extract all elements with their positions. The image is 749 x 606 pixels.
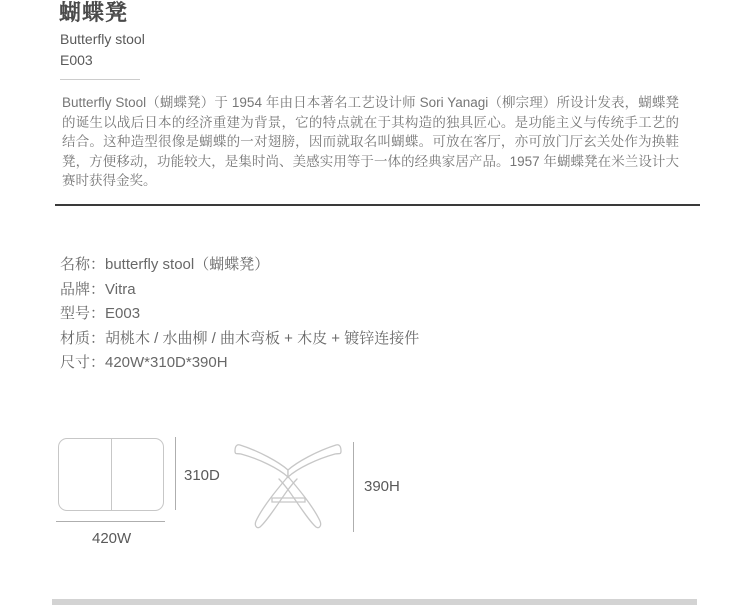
- height-dimension-line: [353, 442, 354, 532]
- spec-list: [60, 253, 419, 376]
- spec-row-name: 名称：butterfly stool（蝴蝶凳）: [60, 256, 270, 273]
- height-dimension-label: 390H: [364, 478, 400, 495]
- depth-dimension-line: [175, 437, 176, 510]
- stool-right-wing: [288, 445, 341, 477]
- title-divider: [60, 79, 140, 80]
- width-dimension-line: [56, 521, 165, 522]
- spec-row-model: 型号：E003: [60, 305, 141, 323]
- bottom-divider-bar: [52, 599, 697, 605]
- stool-right-leg: [279, 473, 321, 528]
- depth-dimension-label: 310D: [184, 467, 220, 484]
- section-divider: [55, 204, 700, 206]
- top-view-centerline: [111, 439, 112, 510]
- spec-row-brand: 品牌：Vitra: [60, 280, 136, 298]
- stool-side-view-drawing: [231, 436, 347, 534]
- stool-left-leg: [255, 473, 297, 528]
- page-title: 蝴蝶凳: [59, 0, 129, 25]
- product-subtitle: Butterfly stool: [60, 31, 145, 47]
- spec-row-material: 材质：胡桃木 / 水曲柳 / 曲木弯板 + 木皮 + 镀锌连接件: [60, 329, 420, 347]
- product-model-code: E003: [60, 52, 93, 68]
- product-description: Butterfly Stool（蝴蝶凳）于 1954 年由日本著名工艺设计师 Sori Yanagi（柳宗理）所设计发表，蝴蝶凳的诞生以战后日本的经济重建为背景，它的特点就在于其构造的独具匠心。是功能主义与传统手工艺的结合。这种造型很像是蝴蝶的一对翅膀，因而就取名叫蝴蝶。可放在客厅，亦可放门厅玄关处作为换鞋凳，方便移动，功能较大，是集时尚、美感实用等于一体的经典家居产品。1957 年蝴蝶凳在米兰设计大赛时获得金奖。: [62, 95, 679, 189]
- stool-left-wing: [235, 445, 288, 477]
- width-dimension-label: 420W: [92, 530, 132, 547]
- stool-crossbar: [272, 498, 305, 502]
- spec-row-size: 尺寸：420W*310D*390H: [60, 354, 228, 372]
